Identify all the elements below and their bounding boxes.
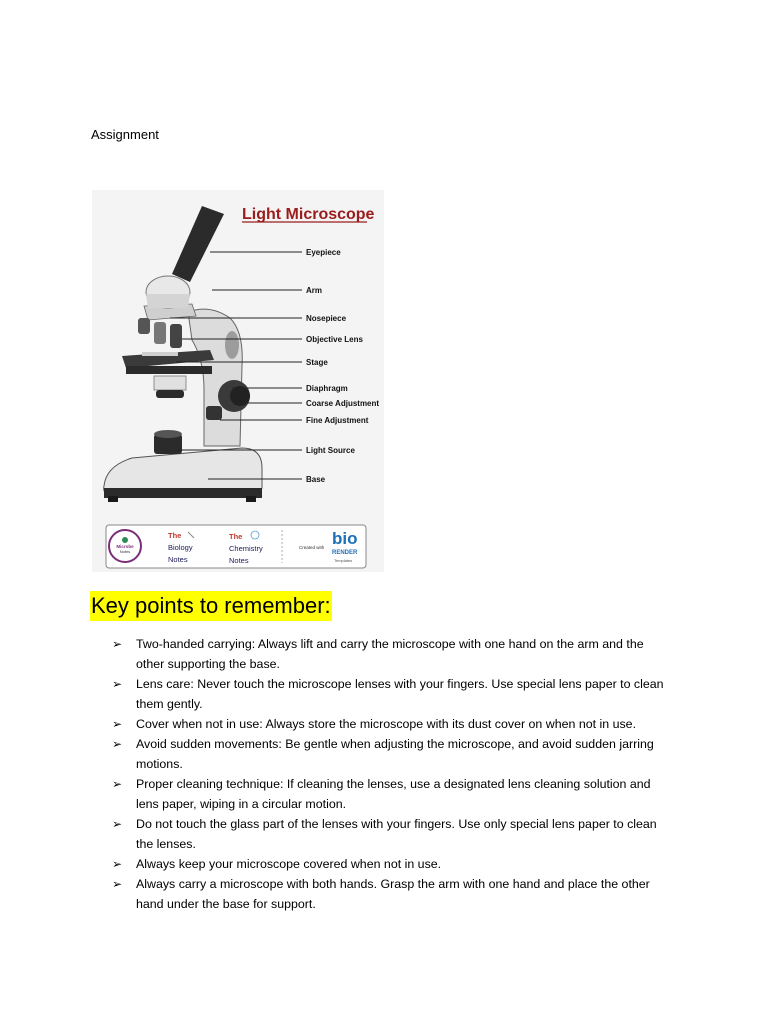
biology-logo-line1: Biology [168,543,193,552]
label-arm: Arm [306,286,323,295]
list-item-text: Always keep your microscope covered when not in use. [136,857,442,871]
biorender-templates: Templates [334,558,353,563]
key-points-title: Key points to remember: [90,591,332,621]
label-base: Base [306,475,326,484]
label-stage: Stage [306,358,328,367]
list-item [112,714,672,734]
label-coarse-adjustment: Coarse Adjustment [306,399,380,408]
list-item [112,674,672,714]
figure-footer [106,525,366,568]
biorender-bio: bio [332,529,358,548]
label-light-source: Light Source [306,446,355,455]
microscope-figure [92,190,384,572]
assignment-heading: Assignment [91,127,159,142]
arrow-bullet-icon: ➢ [112,777,123,791]
list-item [112,634,672,674]
list-item-text: Proper cleaning technique: If cleaning the lenses, use a designated lens cleaning solution and lens paper, wiping in a circular motion. [136,777,651,811]
list-item [112,874,672,914]
list-item-text: Do not touch the glass part of the lenses with your fingers. Use only special lens paper to clean the lenses. [136,817,657,851]
list-item-text: Always carry a microscope with both hands. Grasp the arm with one hand and place the other hand under the base for support. [136,877,650,911]
microbe-logo-line2: Notes [119,549,131,554]
chemistry-logo-the: The [229,532,243,541]
label-objective-lens: Objective Lens [306,335,363,344]
chemistry-logo-line1: Chemistry [229,544,263,553]
biology-logo-line2: Notes [168,555,188,564]
chemistry-logo-line2: Notes [229,556,249,565]
list-item-text: Cover when not in use: Always store the microscope with its dust cover on when not in use. [136,717,637,731]
list-item-text: Avoid sudden movements: Be gentle when adjusting the microscope, and avoid sudden jarring motions. [136,737,654,771]
arrow-bullet-icon: ➢ [112,717,123,731]
arrow-bullet-icon: ➢ [112,817,123,831]
arrow-bullet-icon: ➢ [112,877,123,891]
list-item [112,734,672,774]
label-nosepiece: Nosepiece [306,314,347,323]
list-item [112,814,672,854]
biology-logo-the: The [168,531,182,540]
label-eyepiece: Eyepiece [306,248,341,257]
key-points-list [112,634,672,914]
created-with-text: Created with [299,545,325,550]
label-diaphragm: Diaphragm [306,384,348,393]
list-item [112,854,672,874]
label-fine-adjustment: Fine Adjustment [306,416,369,425]
arrow-bullet-icon: ➢ [112,637,123,651]
arrow-bullet-icon: ➢ [112,857,123,871]
biorender-render: RENDER [332,550,358,556]
list-item [112,774,672,814]
microbe-logo-line1: Microbe [116,544,134,549]
list-item-text: Two-handed carrying: Always lift and carry the microscope with one hand on the arm and the other supporting the base. [136,637,644,671]
arrow-bullet-icon: ➢ [112,737,123,751]
arrow-bullet-icon: ➢ [112,677,123,691]
list-item-text: Lens care: Never touch the microscope lenses with your fingers. Use special lens paper to clean them gently. [136,677,664,711]
figure-title: Light Microscope [242,206,375,223]
